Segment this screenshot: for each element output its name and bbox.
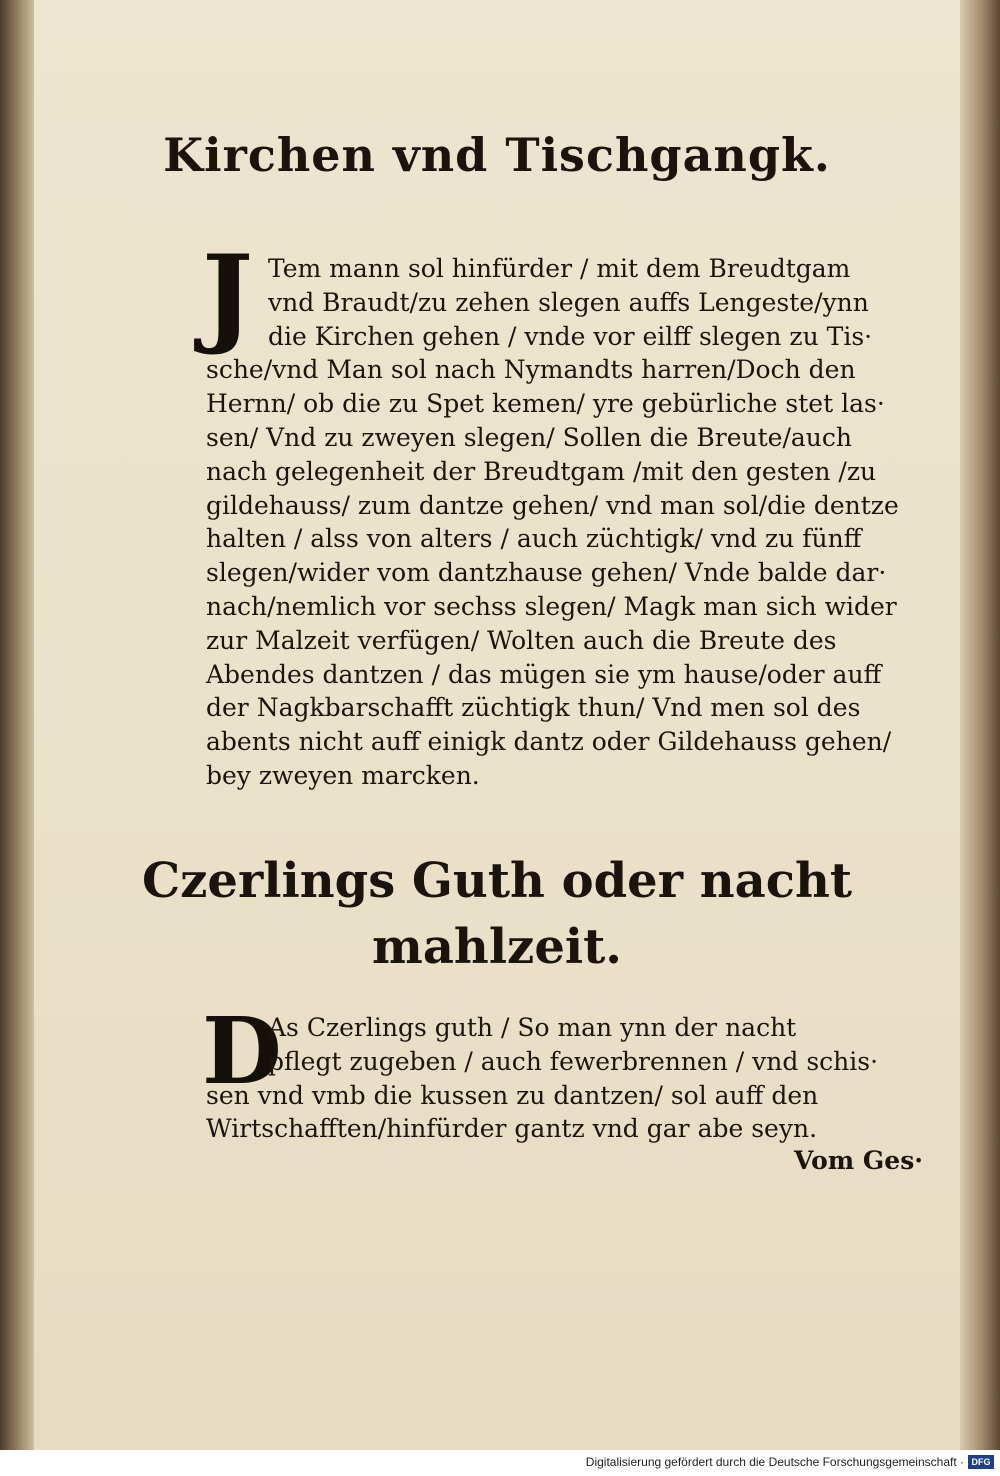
- text-line: Wirtschafften/hinfürder gantz vnd gar abe seyn.: [206, 1114, 818, 1144]
- heading-2-line-1: Czerlings Guth oder nacht: [141, 853, 853, 909]
- text-line: sen/ Vnd zu zweyen slegen/ Sollen die Breute/auch: [206, 422, 852, 452]
- text-line: der Nagkbarschafft züchtigk thun/ Vnd men sol des: [206, 693, 861, 723]
- paragraph-2: [206, 1011, 906, 1146]
- text-line: abents nicht auff einigk dantz oder Gildehauss gehen/: [206, 727, 892, 757]
- chapter-heading-1: Kirchen vnd Tischgangk.: [163, 128, 831, 182]
- book-page: [34, 0, 960, 1450]
- text-line: vnd Braudt/zu zehen slegen auffs Lengeste/ynn: [268, 287, 869, 317]
- text-line: sen vnd vmb die kussen zu dantzen/ sol auff den: [206, 1080, 819, 1110]
- text-line: sche/vnd Man sol nach Nymandts harren/Doch den: [206, 355, 856, 385]
- digitization-footer: [0, 1450, 1000, 1476]
- binding-edge-left: [0, 0, 34, 1450]
- text-line: halten / alss von alters / auch züchtigk/ vnd zu fünff: [206, 524, 862, 554]
- heading-2-line-2: mahlzeit.: [372, 919, 622, 975]
- footer-credit-text: Digitalisierung gefördert durch die Deutsche Forschungsgemeinschaft ·: [585, 1455, 964, 1469]
- dfg-logo-icon: DFG: [968, 1455, 994, 1469]
- paragraph-1: [206, 252, 906, 793]
- text-line: gildehauss/ zum dantze gehen/ vnd man sol/die dentze: [206, 490, 899, 520]
- drop-cap-initial-2: D: [202, 997, 282, 1105]
- text-line: Hernn/ ob die zu Spet kemen/ yre gebürliche stet las·: [206, 389, 885, 419]
- drop-cap-initial-1: J: [202, 232, 254, 358]
- text-line: nach gelegenheit der Breudtgam /mit den gesten /zu: [206, 456, 877, 486]
- text-line: bey zweyen marcken.: [206, 760, 480, 790]
- text-line: nach/nemlich vor sechss slegen/ Magk man sich wider: [206, 591, 897, 621]
- text-line: slegen/wider vom dantzhause gehen/ Vnde balde dar·: [206, 558, 887, 588]
- text-line: Abendes dantzen / das mügen sie ym hause/oder auff: [206, 659, 882, 689]
- catchword: Vom Ges·: [794, 1146, 923, 1175]
- text-line: Tem mann sol hinfürder / mit dem Breudtgam: [268, 254, 851, 283]
- text-line: zur Malzeit verfügen/ Wolten auch die Breute des: [206, 625, 837, 655]
- text-line: pflegt zugeben / auch fewerbrennen / vnd schis·: [268, 1046, 879, 1076]
- text-line: die Kirchen gehen / vnde vor eilff slegen zu Tis·: [268, 321, 873, 351]
- page-edge-right: [960, 0, 1000, 1450]
- text-line: As Czerlings guth / So man ynn der nacht: [268, 1013, 797, 1042]
- chapter-heading-2: [34, 848, 960, 980]
